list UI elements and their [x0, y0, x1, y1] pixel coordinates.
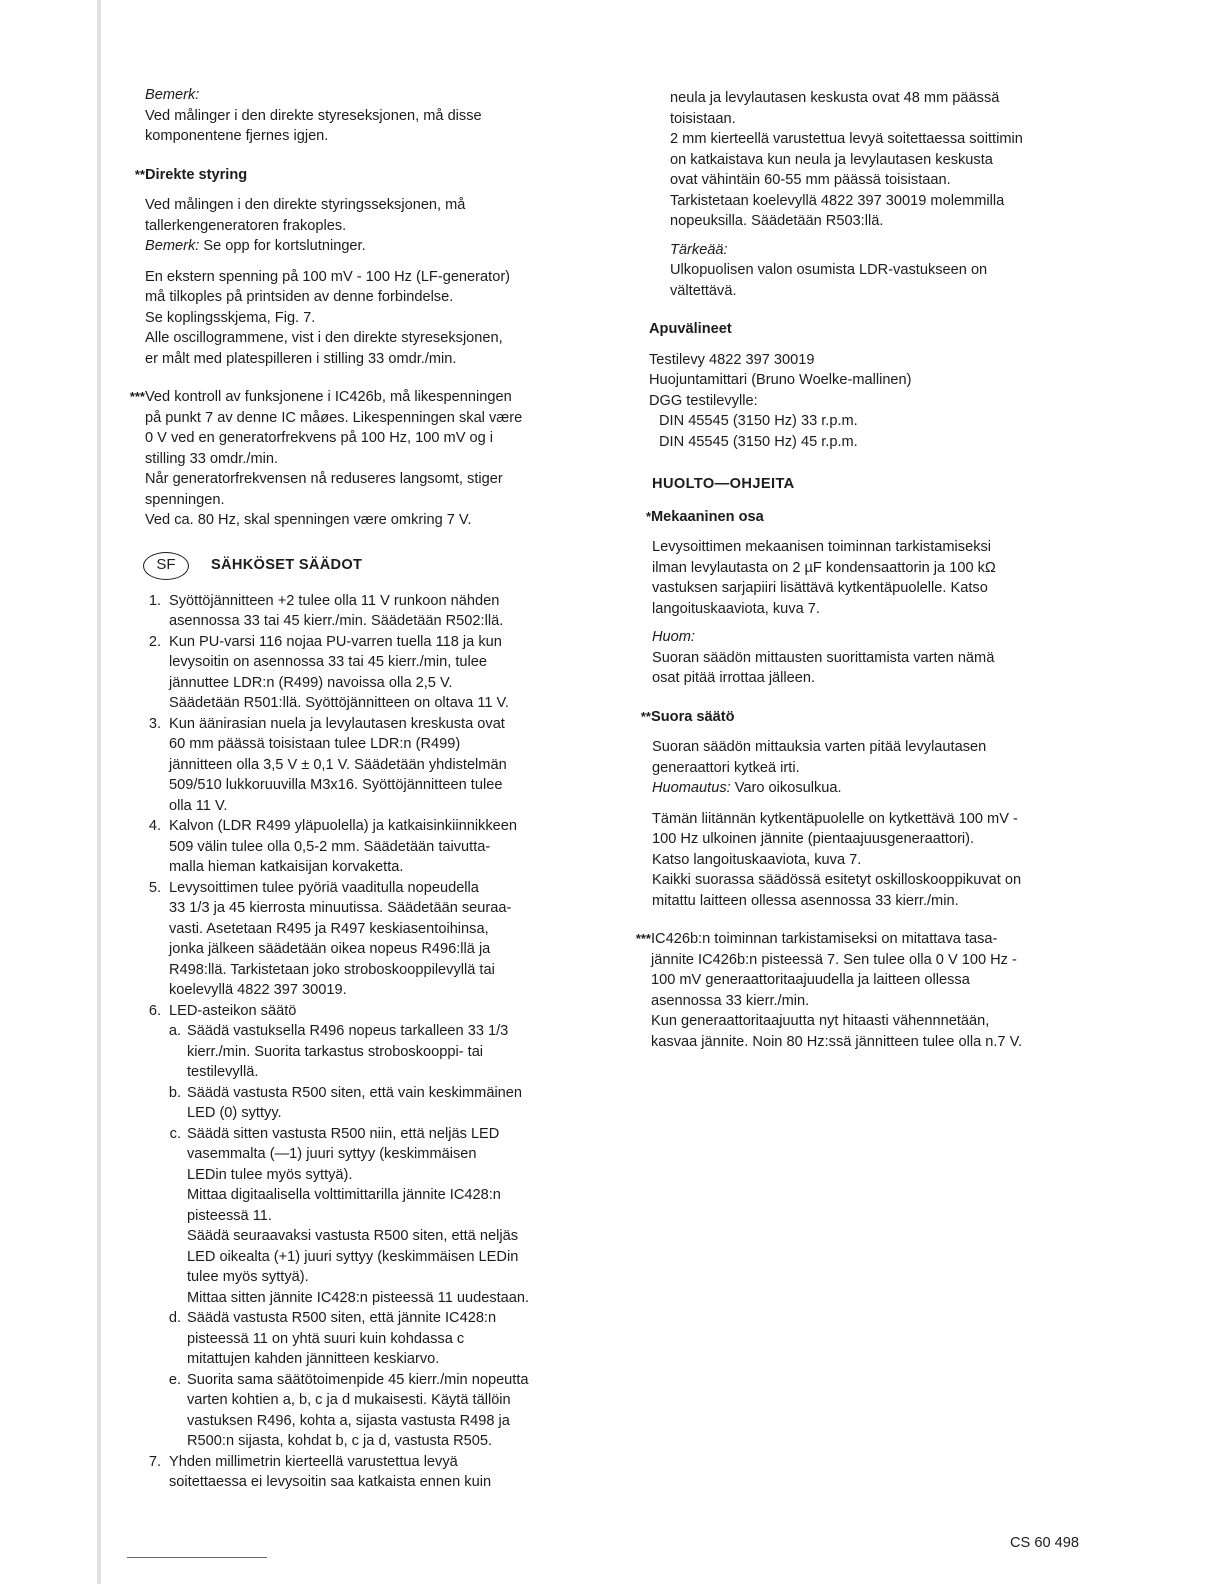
- language-badge: SF: [143, 552, 189, 580]
- text-line: Testilevy 4822 397 30019: [649, 351, 815, 368]
- text-line: Ulkopuolisen valon osumista LDR-vastukseen on: [670, 262, 988, 278]
- left-column: [113, 85, 613, 1493]
- footnote-marker: **: [640, 708, 651, 724]
- text-line: Kun äänirasian nuela ja levylautasen kreskusta ovat: [169, 715, 505, 732]
- text-line: mitattujen kahden jännitteen keskiarvo.: [187, 1351, 440, 1367]
- text-line: generaattori kytkeä irti.: [652, 759, 800, 776]
- text-line: LEDin tulee myös syttyä).: [187, 1166, 353, 1183]
- text-line: Ved målingen i den direkte styringsseksjonen, må: [145, 197, 466, 213]
- sub-item: [113, 1308, 613, 1370]
- bemerk-label: Bemerk:: [145, 87, 200, 103]
- text-line: Kun generaattoritaajuutta nyt hitaasti vähennnetään,: [651, 1013, 990, 1029]
- text-line: vasti. Asetetaan R495 ja R497 keskiasentoihinsa,: [169, 920, 489, 937]
- text-line: jännuttee LDR:n (R499) navoissa olla 2,5 V.: [169, 674, 453, 691]
- text-line: DGG testilevylle:: [649, 392, 758, 409]
- huomautus-text: Varo oikosulkua.: [734, 780, 842, 796]
- footnote-marker: ***: [635, 931, 651, 946]
- text-line: Tämän liitännän kytkentäpuolelle on kytkettävä 100 mV -: [652, 810, 1018, 827]
- text-line: En ekstern spenning på 100 mV - 100 Hz (LF-generator): [145, 268, 511, 285]
- divider-line: [127, 1557, 267, 1558]
- tarkeaa-label: Tärkeää:: [670, 241, 728, 258]
- item-number: 4.: [148, 818, 161, 834]
- text-line: on katkaistava kun neula ja levylautasen keskusta: [670, 151, 993, 168]
- text-line: soitettaessa ei levysoitin saa katkaista ennen kuin: [169, 1474, 492, 1490]
- text-line: LED-asteikon säätö: [169, 1002, 297, 1019]
- text-line: ovat vähintäin 60-55 mm päässä toisistaan.: [670, 172, 951, 188]
- mekaaninen-paragraph: [620, 537, 1110, 689]
- text-line: Yhden millimetrin kierteellä varustettua levyä: [169, 1453, 458, 1470]
- text-line: koelevyllä 4822 397 30019.: [169, 982, 347, 998]
- sub-item: [113, 1083, 613, 1124]
- sub-item: [113, 1124, 613, 1309]
- item-number: 6.: [148, 1002, 161, 1019]
- text-line: DIN 45545 (3150 Hz) 45 r.p.m.: [659, 433, 858, 450]
- text-line: 60 mm päässä toisistaan tulee LDR:n (R499): [169, 736, 461, 752]
- item-number: 3.: [148, 715, 161, 732]
- text-line: Kalvon (LDR R499 yläpuolella) ja katkaisinkiinnikkeen: [169, 818, 517, 834]
- huomautus-label: Huomautus:: [652, 780, 731, 796]
- text-line: neula ja levylautasen keskusta ovat 48 mm päässä: [670, 90, 1000, 106]
- text-line: LED (0) syttyy.: [187, 1105, 282, 1121]
- suora-paragraph: [620, 737, 1110, 911]
- text-line: osat pitää irrottaa jälleen.: [652, 670, 816, 686]
- text-line: Ved kontroll av funksjonene i IC426b, må likespenningen: [145, 389, 512, 405]
- text-line: Kun PU-varsi 116 nojaa PU-varren tuella 118 ja kun: [169, 633, 502, 650]
- text-line: Når generatorfrekvensen nå reduseres langsomt, stiger: [145, 471, 503, 487]
- text-line: kierr./min. Suorita tarkastus stroboskooppi- tai: [187, 1043, 484, 1060]
- text-line: 509 välin tulee olla 0,5-2 mm. Säädetään taivutta-: [169, 838, 491, 855]
- text-line: må tilkoples på printsiden av denne forbindelse.: [145, 289, 454, 305]
- list-item: [113, 632, 613, 714]
- sub-item-letter: d.: [168, 1310, 181, 1326]
- text-line: Suoran säädön mittauksia varten pitää levylautasen: [652, 739, 987, 755]
- text-line: tulee myös syttyä).: [187, 1269, 309, 1285]
- text-line: Säädä sitten vastusta R500 niin, että neljäs LED: [187, 1125, 500, 1142]
- text-line: jännite IC426b:n pisteessä 7. Sen tulee olla 0 V 100 Hz -: [651, 951, 1017, 968]
- text-line: Mittaa digitaalisella volttimittarilla jännite IC428:n: [187, 1187, 501, 1203]
- sub-item-letter: a.: [168, 1023, 181, 1039]
- sub-item-letter: c.: [169, 1125, 181, 1142]
- text-line: kasvaa jännite. Noin 80 Hz:ssä jännitteen tulee olla n.7 V.: [651, 1033, 1023, 1050]
- heading-text: Direkte styring: [145, 166, 248, 183]
- section-heading-mekaaninen: [620, 507, 1110, 528]
- text-line: IC426b:n toiminnan tarkistamiseksi on mitattava tasa-: [651, 931, 998, 947]
- text-line: LED oikealta (+1) juuri syttyy (keskimmäisen LEDin: [187, 1248, 519, 1265]
- section-heading-apuvalineet: Apuvälineet: [649, 321, 732, 337]
- list-item: [113, 816, 613, 878]
- text-line: testilevyllä.: [187, 1064, 259, 1080]
- sub-item-letter: e.: [168, 1371, 181, 1388]
- text-line: R498:llä. Tarkistetaan joko stroboskooppilevyllä tai: [169, 961, 495, 978]
- list-item: [113, 1452, 613, 1493]
- item-number: 1.: [148, 592, 161, 609]
- text-line: Kaikki suorassa säädössä esitetyt oskilloskooppikuvat on: [652, 872, 1022, 888]
- text-line: Ved målinger i den direkte styreseksjonen, må disse: [145, 107, 482, 124]
- text-line: mitattu laitteen ollessa asennossa 33 kierr./min.: [652, 892, 959, 909]
- huom-label: Huom:: [652, 629, 695, 645]
- text-line: toisistaan.: [670, 110, 736, 127]
- text-line: vasemmalta (—1) juuri syttyy (keskimmäisen: [187, 1146, 477, 1162]
- item-number: 7.: [148, 1453, 161, 1470]
- text-line: DIN 45545 (3150 Hz) 33 r.p.m.: [659, 413, 858, 429]
- text-line: Se koplingsskjema, Fig. 7.: [145, 309, 316, 326]
- list-item: [113, 714, 613, 817]
- apuvalineet-section: [620, 319, 1110, 495]
- text-line: jännitteen olla 3,5 V ± 0,1 V. Säädetään yhdistelmän: [169, 756, 507, 773]
- section-heading-huolto: HUOLTO—OHJEITA: [652, 476, 795, 492]
- document-code: CS 60 498: [1010, 1535, 1079, 1551]
- section-heading-suora-saato: [620, 707, 1110, 728]
- text-line: spenningen.: [145, 491, 225, 508]
- list-item: [113, 591, 613, 632]
- text-line: vastuksen sarjapiiri lisättävä kytkentäpuolelle. Katso: [652, 580, 988, 596]
- text-line: Säädetään R501:llä. Syöttöjännitteen on oltava 11 V.: [169, 695, 509, 711]
- text-line: Syöttöjännitteen +2 tulee olla 11 V runkoon nähden: [169, 592, 500, 609]
- text-line: 33 1/3 ja 45 kierrosta minuutissa. Säädetään seuraa-: [169, 900, 512, 916]
- text-line: 2 mm kierteellä varustettua levyä soitettaessa soittimin: [670, 131, 1023, 147]
- text-line: Tarkistetaan koelevyllä 4822 397 30019 molemmilla: [670, 192, 1005, 209]
- text-line: Ved ca. 80 Hz, skal spenningen være omkring 7 V.: [145, 512, 472, 528]
- text-line: Huojuntamittari (Bruno Woelke-mallinen): [649, 372, 912, 388]
- text-line: 100 mV generaattoritaajuudella ja laitteen ollessa: [651, 972, 970, 988]
- text-line: asennossa 33 kierr./min.: [651, 992, 810, 1009]
- sub-item: [113, 1370, 613, 1452]
- bemerk-note-1: [113, 85, 613, 147]
- text-line: komponentene fjernes igjen.: [145, 128, 329, 144]
- direkte-paragraph-2: [113, 267, 613, 370]
- text-line: Suorita sama säätötoimenpide 45 kierr./min nopeutta: [187, 1371, 529, 1388]
- ic426b-paragraph: [620, 929, 1110, 1052]
- text-line: 509/510 lukkoruuvilla M3x16. Syöttöjännitteen tulee: [169, 777, 503, 793]
- text-line: Katso langoituskaaviota, kuva 7.: [652, 851, 862, 868]
- continued-paragraph: [620, 88, 1110, 232]
- text-line: nopeuksilla. Säädetään R503:llä.: [670, 213, 884, 229]
- sub-item: [113, 1021, 613, 1083]
- section-title: SÄHKÖSET SÄÄDOT: [211, 557, 363, 574]
- text-line: tallerkengeneratoren frakoples.: [145, 217, 347, 234]
- list-item: [113, 878, 613, 1001]
- heading-text: Suora säätö: [651, 708, 735, 725]
- text-line: Säädä vastusta R500 siten, että vain keskimmäinen: [187, 1084, 523, 1101]
- text-line: langoituskaaviota, kuva 7.: [652, 600, 820, 617]
- footnote-marker: ***: [129, 389, 145, 404]
- text-line: R500:n sijasta, kohdat b, c ja d, vastusta R505.: [187, 1433, 493, 1449]
- kontroll-paragraph: [113, 387, 613, 531]
- text-line: olla 11 V.: [169, 797, 228, 814]
- text-line: pisteessä 11 on yhtä suuri kuin kohdassa c: [187, 1330, 465, 1347]
- text-line: stilling 33 omdr./min.: [145, 450, 279, 467]
- footnote-marker: *: [645, 508, 651, 524]
- sf-section-header: [143, 549, 613, 583]
- text-line: 100 Hz ulkoinen jännite (pientaajuusgeneraattori).: [652, 831, 975, 847]
- tarkeaa-note: [620, 240, 1110, 302]
- text-line: Alle oscillogrammene, vist i den direkte styreseksjonen,: [145, 330, 503, 346]
- sub-item-letter: b.: [168, 1084, 181, 1101]
- item-number: 5.: [148, 879, 161, 896]
- text-line: varten kohtien a, b, c ja d mukaisesti. Käytä tällöin: [187, 1392, 511, 1408]
- text-line: Säädä vastuksella R496 nopeus tarkalleen 33 1/3: [187, 1023, 509, 1039]
- text-line: vastuksen R496, kohta a, sijasta vastusta R498 ja: [187, 1412, 510, 1429]
- heading-text: Mekaaninen osa: [651, 508, 764, 525]
- item-number: 2.: [148, 633, 161, 650]
- text-line: Mittaa sitten jännite IC428:n pisteessä 11 uudestaan.: [187, 1289, 530, 1306]
- list-item: [113, 1001, 613, 1022]
- right-column: [620, 88, 1110, 1052]
- text-line: Säädä vastusta R500 siten, että jännite IC428:n: [187, 1310, 497, 1326]
- scan-edge: [97, 0, 101, 1584]
- text-line: på punkt 7 av denne IC måøes. Likespenningen skal være: [145, 409, 523, 426]
- bemerk-label: Bemerk:: [145, 238, 200, 254]
- text-line: Säädä seuraavaksi vastusta R500 siten, että neljäs: [187, 1228, 518, 1244]
- text-line: malla hieman katkaisijan korvaketta.: [169, 859, 404, 875]
- text-line: 0 V ved en generatorfrekvens på 100 Hz, 100 mV og i: [145, 430, 494, 446]
- text-line: jonka jälkeen säädetään oikea nopeus R496:llä ja: [169, 941, 491, 957]
- text-line: Levysoittimen mekaanisen toiminnan tarkistamiseksi: [652, 539, 992, 555]
- bemerk-text: Se opp for kortslutninger.: [203, 238, 366, 254]
- text-line: levysoitin on asennossa 33 tai 45 kierr./min, tulee: [169, 654, 487, 670]
- text-line: Suoran säädön mittausten suorittamista varten nämä: [652, 649, 995, 666]
- section-heading-direkte-styring: [113, 165, 613, 186]
- footnote-marker: **: [134, 166, 145, 182]
- direkte-paragraph-1: [113, 195, 613, 257]
- text-line: vältettävä.: [670, 282, 737, 299]
- text-line: ilman levylautasta on 2 µF kondensaattorin ja 100 kΩ: [652, 559, 996, 576]
- text-line: pisteessä 11.: [187, 1207, 272, 1224]
- text-line: er målt med platespilleren i stilling 33 omdr./min.: [145, 350, 457, 367]
- text-line: asennossa 33 tai 45 kierr./min. Säädetään R502:llä.: [169, 613, 504, 629]
- text-line: Levysoittimen tulee pyöriä vaaditulla nopeudella: [169, 879, 479, 896]
